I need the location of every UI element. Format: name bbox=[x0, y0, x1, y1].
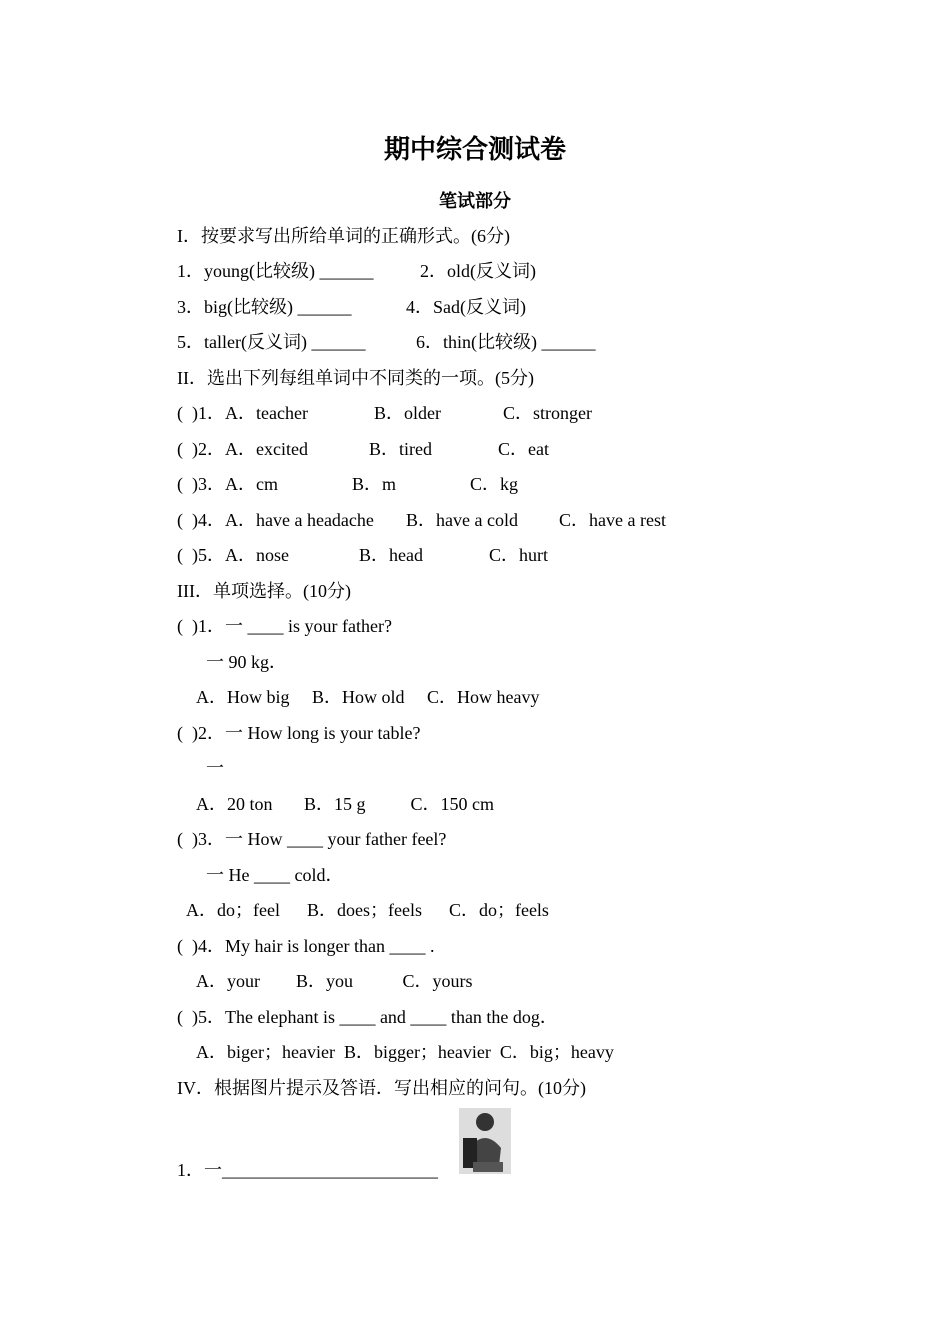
s2-item-1-a: ( )1．A．teacher bbox=[177, 403, 308, 423]
section-4-heading: IV．根据图片提示及答语．写出相应的问句。(10分) bbox=[177, 1078, 586, 1098]
s2-item-2-a: ( )2．A．excited bbox=[177, 439, 308, 459]
s2-item-3-a: ( )3．A．cm bbox=[177, 474, 278, 494]
s1-question-2: 2．old(反义词) bbox=[420, 261, 536, 281]
s2-item-4-a: ( )4．A．have a headache bbox=[177, 510, 374, 530]
s3-question-3-options: A．do；feel B．does；feels C．do；feels bbox=[186, 900, 549, 920]
s3-question-3: ( )3．一 How ____ your father feel? bbox=[177, 829, 447, 849]
s3-question-2-options: A．20 ton B．15 g C．150 cm bbox=[196, 794, 495, 814]
s2-item-1-c: C．stronger bbox=[503, 403, 592, 423]
section-2-heading: II．选出下列每组单词中不同类的一项。(5分) bbox=[177, 368, 534, 388]
s3-question-1-answer: 一 90 kg． bbox=[206, 652, 287, 672]
section-3-heading: III．单项选择。(10分) bbox=[177, 581, 351, 601]
s3-question-2: ( )2．一 How long is your table? bbox=[177, 723, 421, 743]
s3-question-1: ( )1．一 ____ is your father? bbox=[177, 616, 392, 636]
s2-item-4-c: C．have a rest bbox=[559, 510, 666, 530]
s2-item-2-c: C．eat bbox=[498, 439, 549, 459]
s2-item-5-a: ( )5．A．nose bbox=[177, 545, 289, 565]
s3-question-2-answer: 一 bbox=[206, 758, 224, 778]
s2-item-4-b: B．have a cold bbox=[406, 510, 518, 530]
s4-question-1: 1．一________________________ bbox=[177, 1160, 438, 1180]
s3-question-4: ( )4．My hair is longer than ____ . bbox=[177, 936, 435, 956]
section-subtitle: 笔试部分 bbox=[439, 191, 511, 211]
s1-question-5: 5．taller(反义词) ______ bbox=[177, 332, 366, 352]
s2-item-5-b: B．head bbox=[359, 545, 423, 565]
s2-item-3-b: B．m bbox=[352, 474, 397, 494]
s1-question-6: 6．thin(比较级) ______ bbox=[416, 332, 596, 352]
s2-item-2-b: B．tired bbox=[369, 439, 432, 459]
person-picture bbox=[459, 1108, 511, 1174]
s3-question-5: ( )5．The elephant is ____ and ____ than the dog． bbox=[177, 1007, 558, 1027]
s2-item-5-c: C．hurt bbox=[489, 545, 549, 565]
s3-question-5-options: A．biger；heavier B．bigger；heavier C．big；heavy bbox=[196, 1042, 614, 1062]
s2-item-1-b: B．older bbox=[374, 403, 441, 423]
page-title: 期中综合测试卷 bbox=[383, 135, 566, 164]
s2-item-3-c: C．kg bbox=[470, 474, 519, 494]
s3-question-1-options: A．How big B．How old C．How heavy bbox=[196, 687, 540, 707]
s1-question-1: 1．young(比较级) ______ bbox=[177, 261, 374, 281]
s1-question-3: 3．big(比较级) ______ bbox=[177, 297, 352, 317]
s3-question-3-answer: 一 He ____ cold． bbox=[206, 865, 344, 885]
section-1-heading: I．按要求写出所给单词的正确形式。(6分) bbox=[177, 226, 510, 246]
s3-question-4-options: A．your B．you C．yours bbox=[196, 971, 473, 991]
s1-question-4: 4．Sad(反义词) bbox=[406, 297, 526, 317]
